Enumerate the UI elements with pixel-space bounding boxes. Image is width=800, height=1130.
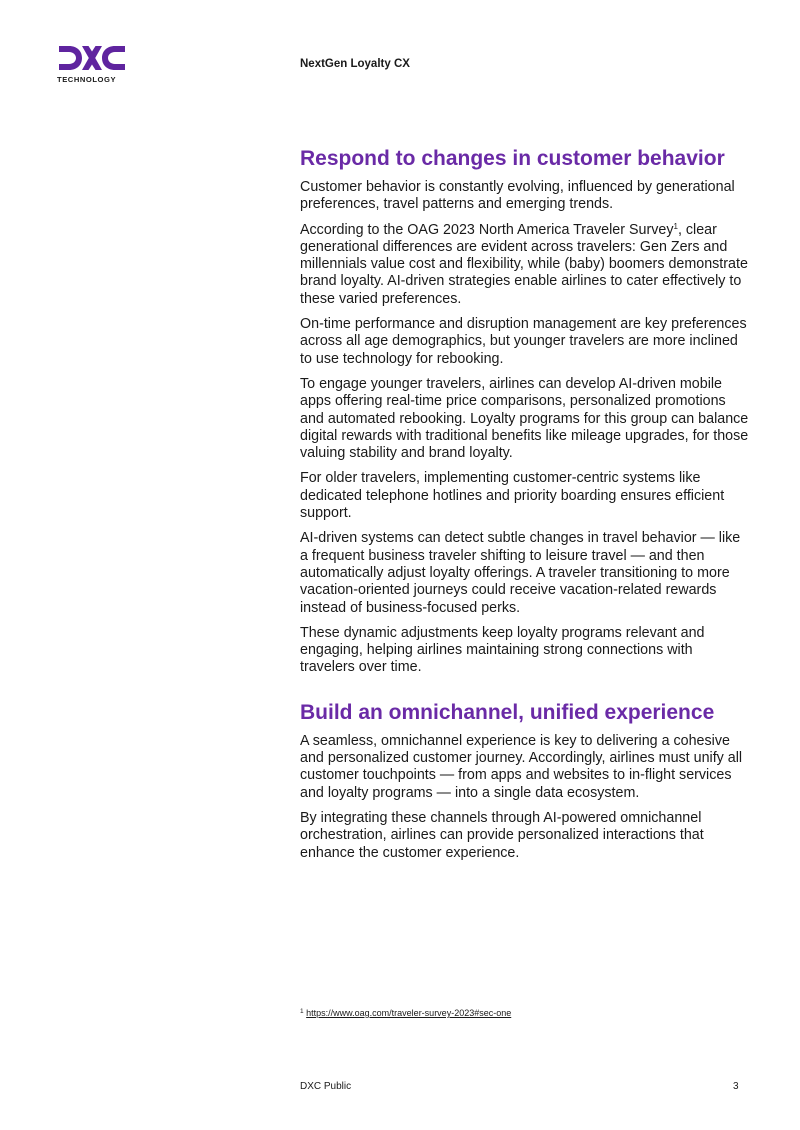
document-header-title: NextGen Loyalty CX <box>300 58 410 70</box>
main-content <box>300 145 750 870</box>
paragraph-survey <box>300 222 750 308</box>
paragraph-text: , clear generational differences are evident across travelers: Gen Zers and millennials value cost and flexibility, while (baby) boomers demonstrate brand loyalty. AI-driven strategies enable airlines to cater effectively to these varied preferences. <box>300 221 748 307</box>
footer-classification: DXC Public <box>300 1081 352 1092</box>
footnote-reference[interactable]: 1 <box>673 221 678 231</box>
paragraph: By integrating these channels through AI-powered omnichannel orchestration, airlines can provide personalized interactions that enhance the customer experience. <box>300 809 704 861</box>
section-heading-omnichannel: Build an omnichannel, unified experience <box>300 700 715 724</box>
logo-wordmark: TECHNOLOGY <box>57 75 117 84</box>
paragraph: For older travelers, implementing customer-centric systems like dedicated telephone hotlines and priority boarding ensures efficient support. <box>300 470 725 522</box>
dxc-logo-icon <box>57 44 127 72</box>
paragraph: On-time performance and disruption management are key preferences across all age demographics, but younger travelers are more inclined to use technology for rebooking. <box>300 316 747 367</box>
footnote-number: 1 <box>300 1008 304 1015</box>
paragraph: These dynamic adjustments keep loyalty programs relevant and engaging, helping airlines maintaining strong connections with travelers over time. <box>300 624 705 676</box>
section-heading-customer-behavior: Respond to changes in customer behavior <box>300 147 725 170</box>
paragraph: AI-driven systems can detect subtle changes in travel behavior — like a frequent business traveler shifting to leisure travel — and then automatically adjust loyalty offerings. A traveler transitioning to more vacation-oriented journeys could receive vacation-related rewards instead of business-focused perks. <box>300 530 741 616</box>
page-number: 3 <box>733 1081 739 1092</box>
paragraph-text: According to the OAG 2023 North America Traveler Survey <box>300 221 674 238</box>
footnote-link[interactable]: https://www.oag.com/traveler-survey-2023#sec-one <box>306 1008 512 1018</box>
dxc-technology-logo <box>57 44 129 86</box>
paragraph: Customer behavior is constantly evolving, influenced by generational preferences, travel patterns and emerging trends. <box>300 179 735 213</box>
footnote <box>300 1008 511 1018</box>
paragraph: A seamless, omnichannel experience is key to delivering a cohesive and personalized customer journey. Accordingly, airlines must unify all customer touchpoints — from apps and websites to in-flight services and loyalty programs — into a single data ecosystem. <box>300 732 743 801</box>
paragraph: To engage younger travelers, airlines can develop AI-driven mobile apps offering real-time price comparisons, personalized promotions and automated rebooking. Loyalty programs for this group can balance digital rewards with traditional benefits like mileage upgrades, for those valuing stability and brand loyalty. <box>300 375 749 462</box>
